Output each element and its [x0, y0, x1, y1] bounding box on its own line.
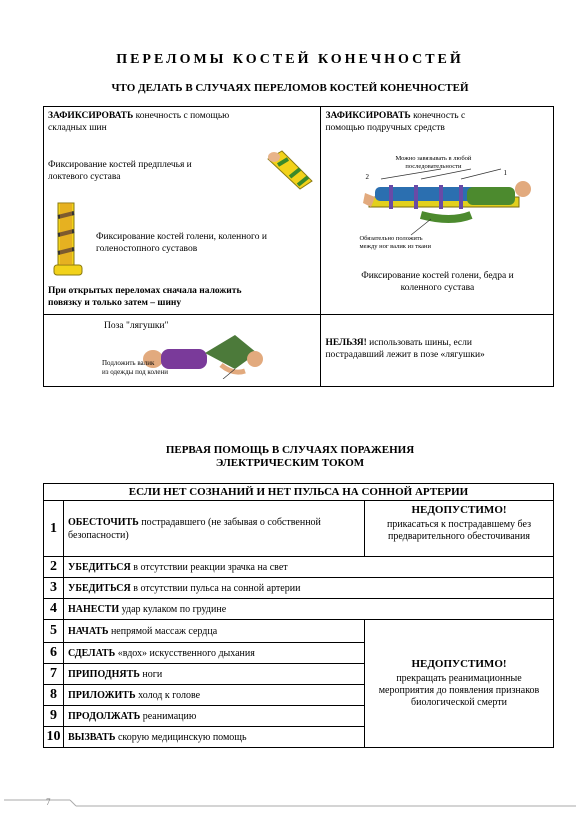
page-title: ПЕРЕЛОМЫ КОСТЕЙ КОНЕЧНОСТЕЙ [116, 52, 464, 67]
step-verb: ПРОДОЛЖАТЬ [68, 710, 141, 722]
forbidden-text-2: пострадавший лежит в позе «лягушки» [325, 350, 485, 360]
note-tie-2: последовательности [405, 163, 462, 170]
open-fracture-note-2: повязку и только затем – шину [48, 298, 182, 308]
step-rest: в отсутствии пульса на сонной артерии [130, 582, 301, 594]
warning-touch [365, 501, 554, 557]
cell-forbidden [321, 315, 554, 387]
note-roll-2: между ног валик из ткани [359, 243, 431, 250]
step-text [64, 706, 365, 727]
step-number: 2 [44, 557, 64, 578]
step-rest: пострадавшего (не забывая о собственной безопасности) [68, 516, 321, 541]
frog-pose-label: Поза "лягушки" [104, 321, 169, 331]
label-2: 2 [365, 173, 369, 181]
step-number: 8 [44, 685, 64, 706]
warning-resuscitation-text: прекращать реанимационные мероприятия до появления признаков биологической смерти [378, 673, 540, 708]
fractures-subtitle: ЧТО ДЕЛАТЬ В СЛУЧАЯХ ПЕРЕЛОМОВ КОСТЕЙ КОНЕЧНОСТЕЙ [111, 82, 469, 94]
step-verb: ОБЕСТОЧИТЬ [68, 516, 139, 528]
step-verb: ПРИЛОЖИТЬ [68, 689, 136, 701]
note-tie: Можно завязывать в любой [395, 155, 472, 162]
step-text [64, 685, 365, 706]
cell-splints [44, 107, 321, 315]
step-rest: непрямой массаж сердца [108, 625, 218, 637]
fix-text-2: складных шин [48, 123, 107, 133]
open-fracture-note: При открытых переломах сначала наложить [48, 286, 242, 296]
roll-note: Подложить валик [102, 359, 155, 367]
electro-title-line2: ЭЛЕКТРИЧЕСКИМ ТОКОМ [215, 457, 365, 469]
note-roll: Обязательно положить [359, 235, 423, 242]
step-rest: удар кулаком по грудине [119, 603, 227, 615]
cell-improvised [321, 107, 554, 315]
cell-frog-pose [44, 315, 321, 387]
step-verb: УБЕДИТЬСЯ [68, 561, 131, 573]
forearm-splint-illustration [264, 147, 316, 192]
step-number: 3 [44, 578, 64, 599]
step-rest: реанимацию [140, 710, 197, 722]
roll-note-2: из одежды под колени [102, 368, 168, 376]
caption-thigh-2: коленного сустава [400, 283, 475, 293]
step-number: 6 [44, 643, 64, 664]
electro-section-title [0, 444, 580, 470]
step-number: 9 [44, 706, 64, 727]
caption-leg-2: голеностопного суставов [96, 244, 198, 254]
forbidden-text: использовать шины, если [366, 338, 472, 348]
electro-header: ЕСЛИ НЕТ СОЗНАНИЙ И НЕТ ПУЛЬСА НА СОННОЙ АРТЕРИИ [44, 484, 554, 501]
step-rest: холод к голове [135, 689, 201, 701]
step-verb: УБЕДИТЬСЯ [68, 582, 131, 594]
step-text [64, 557, 554, 578]
step-verb: ВЫЗВАТЬ [68, 731, 116, 743]
step-rest: в отсутствии реакции зрачка на свет [130, 561, 288, 573]
page-number: 7 [46, 797, 51, 807]
caption-forearm: Фиксирование костей предплечья и [48, 160, 192, 170]
step-text [64, 727, 365, 748]
step-text [64, 578, 554, 599]
fractures-table [43, 106, 554, 387]
step-number: 4 [44, 599, 64, 620]
leg-splint-illustration [50, 201, 86, 281]
page-footer [0, 796, 580, 820]
label-1: 1 [503, 169, 507, 177]
step-verb: НАЧАТЬ [68, 625, 109, 637]
step-verb: НАНЕСТИ [68, 603, 120, 615]
warning-touch-heading: НЕДОПУСТИМО! [411, 504, 507, 516]
fix-heading: ЗАФИКСИРОВАТЬ [48, 111, 134, 121]
caption-thigh: Фиксирование костей голени, бедра и [361, 271, 514, 281]
electro-title-line1: ПЕРВАЯ ПОМОЩЬ В СЛУЧАЯХ ПОРАЖЕНИЯ [165, 444, 415, 456]
fix-text-4: помощью подручных средств [325, 123, 445, 133]
step-rest: ноги [139, 668, 163, 680]
electro-table [43, 483, 554, 748]
step-number: 7 [44, 664, 64, 685]
forbidden-heading: НЕЛЬЗЯ! [325, 338, 367, 348]
fix-text: конечность с помощью [133, 111, 230, 121]
step-text [64, 643, 365, 664]
step-verb: ПРИПОДНЯТЬ [68, 668, 140, 680]
step-text [64, 620, 365, 643]
caption-forearm-2: локтевого сустава [48, 172, 121, 182]
fix-heading-2: ЗАФИКСИРОВАТЬ [325, 111, 411, 121]
step-verb: СДЕЛАТЬ [68, 647, 116, 659]
warning-resuscitation [365, 620, 554, 748]
step-text [64, 664, 365, 685]
step-number: 10 [44, 727, 64, 748]
step-text [64, 599, 554, 620]
fix-text-3: конечность с [410, 111, 466, 121]
step-number: 1 [44, 501, 64, 557]
step-number: 5 [44, 620, 64, 643]
warning-resuscitation-heading: НЕДОПУСТИМО! [411, 658, 507, 670]
step-rest: «вдох» искусственного дыхания [115, 647, 255, 659]
step-text [64, 501, 365, 557]
warning-touch-text: прикасаться к пострадавшему без предварительного обесточивания [386, 519, 532, 542]
caption-leg: Фиксирование костей голени, коленного и [96, 232, 267, 242]
step-rest: скорую медицинскую помощь [115, 731, 247, 743]
